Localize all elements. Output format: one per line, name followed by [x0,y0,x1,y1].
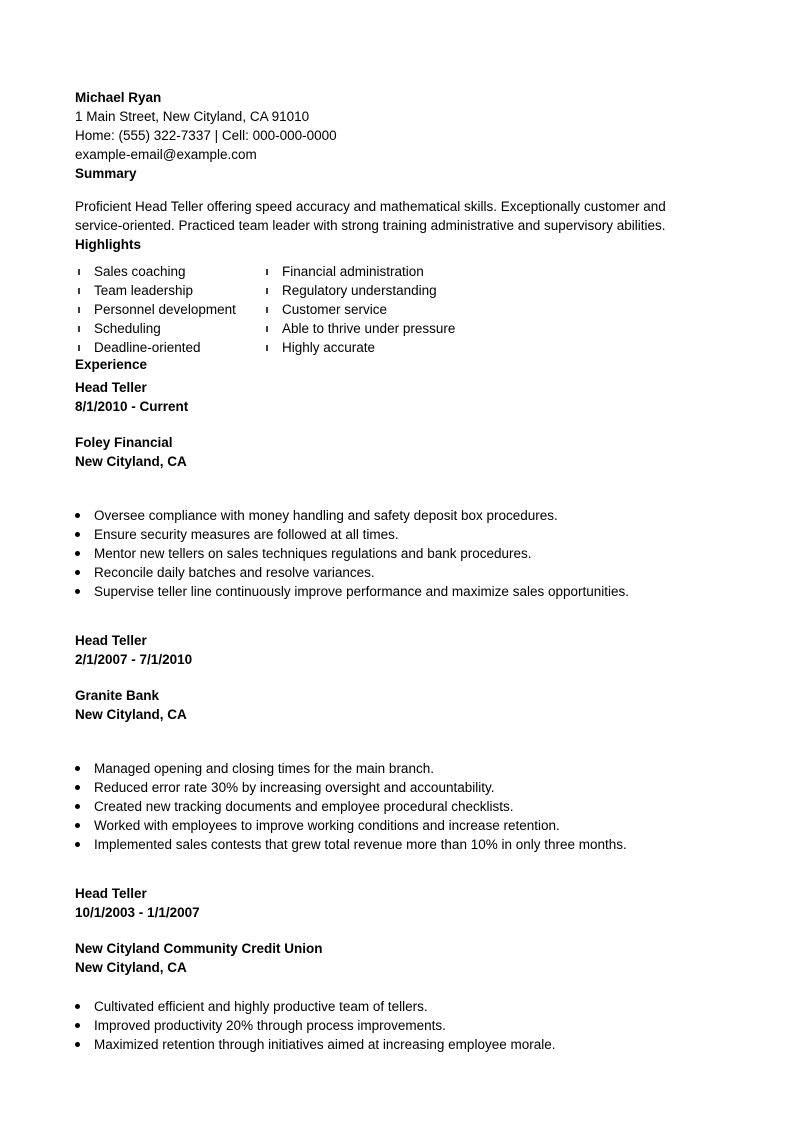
company-location: New Cityland, CA [75,960,187,975]
job-bullet [75,1035,720,1054]
highlight-label: Deadline-oriented [94,340,201,355]
company-location: New Cityland, CA [75,454,187,469]
disc-bullet-icon [75,1023,80,1028]
disc-bullet-icon [75,532,80,537]
contact-block [75,88,720,164]
job-title: Head Teller [75,886,147,901]
tick-bullet-icon [78,345,80,351]
disc-bullet-icon [75,1004,80,1009]
company-block [75,433,720,471]
disc-bullet-icon [75,804,80,809]
highlight-label: Regulatory understanding [282,283,437,298]
email-line: example-email@example.com [75,147,257,162]
job-bullet-text: Ensure security measures are followed at all times. [94,527,399,542]
job-dates: 8/1/2010 - Current [75,399,189,414]
highlight-item [263,262,455,281]
company-name: New Cityland Community Credit Union [75,941,323,956]
highlight-item [75,300,263,319]
tick-bullet-icon [78,307,80,313]
experience-heading: Experience [75,357,148,372]
job-bullet-list [75,506,720,601]
job-bullet-text: Managed opening and closing times for the main branch. [94,761,434,776]
job-bullet-list [75,997,720,1054]
disc-bullet-icon [75,513,80,518]
job-bullet [75,582,720,601]
highlight-item [263,338,455,357]
job-bullet-text: Worked with employees to improve working conditions and increase retention. [94,818,560,833]
tick-bullet-icon [78,269,80,275]
disc-bullet-icon [75,823,80,828]
disc-bullet-icon [75,551,80,556]
disc-bullet-icon [75,766,80,771]
disc-bullet-icon [75,785,80,790]
company-location: New Cityland, CA [75,707,187,722]
job-bullet [75,1016,720,1035]
job-bullet-text: Maximized retention through initiatives aimed at increasing employee morale. [94,1037,556,1052]
highlight-label: Sales coaching [94,264,186,279]
person-name: Michael Ryan [75,90,162,105]
job-bullet [75,759,720,778]
highlights-left-column [75,262,263,357]
job-bullet-text: Improved productivity 20% through process improvements. [94,1018,446,1033]
job-bullet [75,778,720,797]
highlight-label: Financial administration [282,264,424,279]
highlight-label: Scheduling [94,321,161,336]
address-line: 1 Main Street, New Cityland, CA 91010 [75,109,310,124]
highlight-label: Personnel development [94,302,236,317]
job-entry [75,378,720,601]
highlights-heading: Highlights [75,237,141,252]
company-name: Foley Financial [75,435,173,450]
job-bullet [75,835,720,854]
job-dates: 2/1/2007 - 7/1/2010 [75,652,193,667]
job-dates: 10/1/2003 - 1/1/2007 [75,905,200,920]
job-header [75,631,720,669]
highlight-label: Customer service [282,302,388,317]
highlight-item [263,300,455,319]
job-bullet-text: Created new tracking documents and employee procedural checklists. [94,799,514,814]
company-name: Granite Bank [75,688,160,703]
highlight-item [263,319,455,338]
company-block [75,686,720,724]
phone-line: Home: (555) 322-7337 | Cell: 000-000-0000 [75,128,337,143]
disc-bullet-icon [75,589,80,594]
tick-bullet-icon [266,307,268,313]
tick-bullet-icon [78,326,80,332]
tick-bullet-icon [266,326,268,332]
highlight-item [263,281,455,300]
job-bullet-text: Supervise teller line continuously improve performance and maximize sales opportunities. [94,584,630,599]
highlight-label: Highly accurate [282,340,376,355]
summary-text: Proficient Head Teller offering speed accuracy and mathematical skills. Exceptionally customer and service-oriented. Practiced team leader with strong training administrative and supervisory abilities. [75,199,666,233]
job-bullet [75,544,720,563]
highlight-label: Able to thrive under pressure [282,321,456,336]
job-bullet-text: Reduced error rate 30% by increasing oversight and accountability. [94,780,495,795]
job-bullet [75,797,720,816]
company-block [75,939,720,977]
highlights-right-column [263,262,455,357]
job-bullet [75,525,720,544]
job-header [75,378,720,416]
highlight-label: Team leadership [94,283,194,298]
tick-bullet-icon [266,269,268,275]
job-bullet-text: Cultivated efficient and highly productive team of tellers. [94,999,428,1014]
job-bullet-text: Reconcile daily batches and resolve variances. [94,565,375,580]
job-entry [75,884,720,1054]
tick-bullet-icon [78,288,80,294]
job-bullet-text: Implemented sales contests that grew total revenue more than 10% in only three months. [94,837,627,852]
summary-heading: Summary [75,166,137,181]
highlight-item [75,262,263,281]
job-bullet-text: Mentor new tellers on sales techniques regulations and bank procedures. [94,546,532,561]
job-entry [75,631,720,854]
disc-bullet-icon [75,1042,80,1047]
job-header [75,884,720,922]
highlight-item [75,281,263,300]
job-bullet [75,506,720,525]
job-bullet [75,563,720,582]
job-bullet-list [75,759,720,854]
highlights-list [75,262,720,357]
job-bullet [75,816,720,835]
job-bullet [75,997,720,1016]
disc-bullet-icon [75,842,80,847]
highlight-item [75,319,263,338]
tick-bullet-icon [266,288,268,294]
job-title: Head Teller [75,380,147,395]
job-title: Head Teller [75,633,147,648]
tick-bullet-icon [266,345,268,351]
disc-bullet-icon [75,570,80,575]
job-bullet-text: Oversee compliance with money handling and safety deposit box procedures. [94,508,558,523]
